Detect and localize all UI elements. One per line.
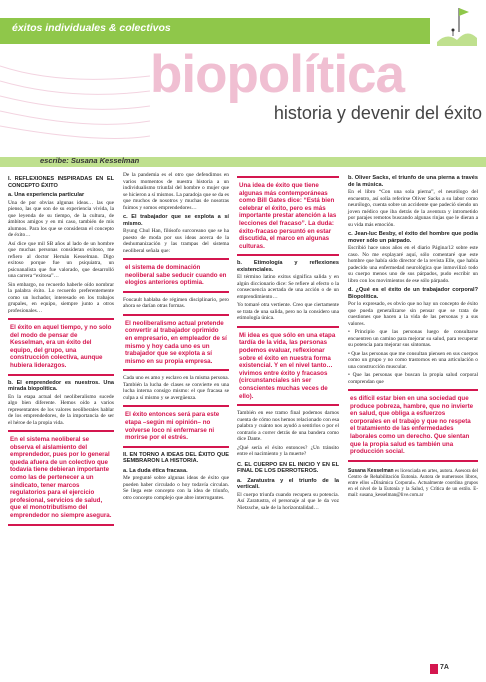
page-title: biopolítica <box>150 45 404 104</box>
section-heading: II. EN TORNO A IDEAS DEL ÉXITO QUE SEMBRARON LA HISTORIA. <box>123 451 229 465</box>
flag-mountain-illustration <box>435 2 479 46</box>
bullet-item: • Que las personas que buscan la propia salud corporal comprendan que <box>348 372 478 385</box>
author-bio <box>348 468 478 499</box>
pull-quote: El neoliberalismo actual pretende convertir al trabajador oprimido en empresario, en empleador de sí mismo y hoy cada uno es un trabajador que se explota a sí mismo en su propia empresa. <box>123 314 229 372</box>
paragraph: Yo tomaré otra vertiente. Creo que ciertamente se trata de una salida, pero no la considero una etimología única. <box>237 302 339 322</box>
author-name: Susana Kesselman <box>348 467 394 474</box>
paragraph: Byung Chul Han, filósofo surcoreano que se ha puesto de moda por sus ideas acerca de la deshumanización y las trampas del sistema neoliberal señala que: <box>123 228 229 254</box>
paragraph: Así dice que mil SB años al lado de un hombre que muchas personas consideran exitoso, me refiero al doctor Hernán Kesselman. Digo exitoso porque fue un psiquiatra, un psicoanalista que fue valorado, que desarrolló una carrera “exitosa”… <box>8 240 114 279</box>
paragraph: En la etapa actual del neoliberalismo sucede algo bien diferente. Hemos oído a varios representantes de los valores neoliberales hablar de los emprendedores, de la importancia de ser el héroe de la propia vida. <box>8 393 114 426</box>
section-heading: I. REFLEXIONES INSPIRADAS EN EL CONCEPTO ÉXITO <box>8 176 114 189</box>
paragraph: Sin embargo, no recuerdo haberle oído nombrar la palabra éxito. Lo recuerdo preferentemente como un luchador, interesado en los trabajos grupales, en equipo, siempre junto a otros profesionales… <box>8 281 114 314</box>
subheading: a. Una experiencia particular <box>8 192 85 198</box>
pull-quote: En el sistema neoliberal se observa el aislamiento del emprendedor, pues por lo general queda afuera de un colectivo que todavía tiene debieran importante como las de pertenecer a un sindicato, tener marcos regulatorios para el ejercicio profesional, servicios de salud, que el monotributismo del emprendedor no siempre asegura. <box>8 430 114 526</box>
hero-decoration <box>0 56 150 146</box>
paragraph: De la pandemia es el otro que defendimos en varios momentos de nuestra historia a un individualismo triunfal del hombre o mujer que se hicieron a sí mismos. La paradoja que se da es que muchos de nosotros y muchas de nosotras fuimos y somos emprendedores… <box>123 172 229 211</box>
author-bio-text: es licenciada en artes, autora. Asesora del Centro de Rehabilitación Eutonia. Autora de numerosos libros, entre ellos «Dinámica Corporal». Actualmente coordina grupos en el nivel de la Eutonía y la Salud, y Crítica de un estilo. E-mail: susana_kesselman@live.com.ar <box>348 468 478 498</box>
pull-quote: es difícil estar bien en una sociedad que produce pobreza, hambre, que no invierte en salud, que obliga a esfuerzos corporales en el trabajo y que no respeta el tratamiento de las enfermedades laborales como un derecho. Que sientan que la propia salud es también una producción social. <box>348 389 478 462</box>
subheading: d. ¿Qué es el éxito de un trabajador corporal? Biopolítica. <box>348 287 478 300</box>
top-banner <box>0 0 486 48</box>
subheading: c. Jean-luc Besby, el éxito del hombre que podía mover sólo un párpado. <box>348 231 478 244</box>
section-label: éxitos individuales & colectivos <box>12 22 171 34</box>
section-heading: C. EL CUERPO EN EL INICIO Y EN EL FINAL DE LOS DERROTEROS. <box>237 461 339 475</box>
pull-quote: el sistema de dominación neoliberal sabe seducir cuando en elogios anteriores optimia. <box>123 258 229 293</box>
paragraph: Escribió hace unos años en el diario Página/12 sobre este caso. No me explayaré aquí, sólo comentaré que este hombre que había sido director de la revista Elle, que había padecido una enfermedad neurológica que inmovilizó todo su cuerpo menos uno de sus párpados, pudo escribir un libro con los movimientos de ese sólo párpado. <box>348 245 478 284</box>
column-4 <box>348 172 478 499</box>
subheading: a. Zaratustra y el triunfo de la verticali. <box>237 477 339 491</box>
byline: escribe: Susana Kesselman <box>40 156 140 165</box>
paragraph: Me pregunté sobre algunas ideas de éxito que pueden haber circulado o hoy todavía circulan. Se llega este concepto con la idea de triunfo, otro concepto complejo que abre interrogantes. <box>123 475 229 501</box>
paragraph: ¿Qué sería el éxito entonces? ¿Un tránsito entre el nacimiento y la muerte? <box>237 444 339 458</box>
paragraph: En el libro “Con una sola pierna”, el neurólogo del encuentro, así solía referirse Oliver Sacks a su labor como neurólogo, cuenta sobre un accidente que padeció siendo un joven médico que iba detrás de la aventura y intrometido por parajes remotos buscando algunas rinjas que le dieran a su vida más emoción. <box>348 189 478 228</box>
bullet-item: • Principio que las personas luego de consultarse encuentren un camino para mejorar su salud, para recuperar su potencia para mejorar sus síntomas. <box>348 329 478 348</box>
page-number: 7A <box>440 664 449 671</box>
paragraph: El término latino exitus significa salida y en algún diccionario dice: Se refiere al efecto o la consecuencia acertada de una acción o de un emprendimiento… <box>237 274 339 300</box>
page-marker <box>430 664 438 674</box>
column-2 <box>123 172 229 503</box>
subheading: b. El emprendedor es nuestros. Una mirada biopolítica. <box>8 379 114 393</box>
column-1 <box>8 172 114 530</box>
subheading: c. El trabajador que se explota a sí mismo. <box>123 214 229 227</box>
pull-quote: Una idea de éxito que tiene algunas más contemporáneas como Bill Gates dice: “Está bien celebrar el éxito, pero es más importante prestar atención a las lecciones del fracaso”. La duda: éxito-fracaso persuntó en estar discutida, el marco en algunas culturas. <box>237 176 339 256</box>
paragraph: Por lo expresado, es obvio que no hay un concepto de éxito que pueda generalizarse sin pensar que se trata de cuestiones que hacen a la vida de las personas y a sus valores. <box>348 301 478 327</box>
subheading: b. Etimología y reflexiones existenciales. <box>237 260 339 273</box>
paragraph: Cada uno es amo y esclavo en la misma persona. También la lucha de clases se convierte en una lucha interna consigo mismo: el que fracasa se culpa a sí mismo y se avergüenza. <box>123 375 229 401</box>
pull-quote: El éxito entonces será para este etapa –según mi opinión– no volverse loco ni enfermarse ni morirse por el estrés. <box>123 405 229 447</box>
paragraph: El cuerpo triunfa cuando recupera su potencia. Así Zaratustra, el personaje al que le da voz Nietzsche, sale de la horizontalidad… <box>237 491 339 511</box>
paragraph: Una de por obvias algunas ideas… las que pienso, las que son de su experiencia vivida, la que leyenda de su tiempo, de la cultura, de ámbitos amigos y en mi caso, también de mis alumnos. Para los que se consideran el concepto de éxito… <box>8 199 114 238</box>
paragraph: También en ese tramo final podemos darnos cuenta de cómo nos hemos relacionado con esa palabra y cuánto nos ayudó a sentirlos o por el contrario a correr detrás de una bandera como dice Dante. <box>237 410 339 443</box>
pull-quote: El éxito en aquel tiempo, y no solo del modo de pensar de Kesselman, era un éxito del equipo, del grupo, una construcción colectiva, aunque hubiera liderazgos. <box>8 318 114 376</box>
pull-quote: Mi idea es que sólo en una etapa tardía de la vida, las personas podemos evaluar, reflexionar sobre el éxito en nuestra forma existencial. Y en el nivel tanto… vivimos entre éxito y fracasos (circunstanciales sin ser conscientes muchas veces de ello). <box>237 326 339 406</box>
page-subtitle: historia y devenir del éxito <box>273 103 482 123</box>
column-3 <box>237 172 339 513</box>
subheading: b. Oliver Sacks, el triunfo de una pierna a través de la música. <box>348 175 478 188</box>
bullet-item: • Que las personas que me consultan piensen en sus cuerpos como un grupo y no como trastornos en una articulación o una construcción muscular. <box>348 350 478 370</box>
paragraph: Foucault hablaba de régimen disciplinario, pero ahora se darían otras formas. <box>123 296 229 310</box>
subheading: a. La duda ética fracasa. <box>123 467 188 474</box>
